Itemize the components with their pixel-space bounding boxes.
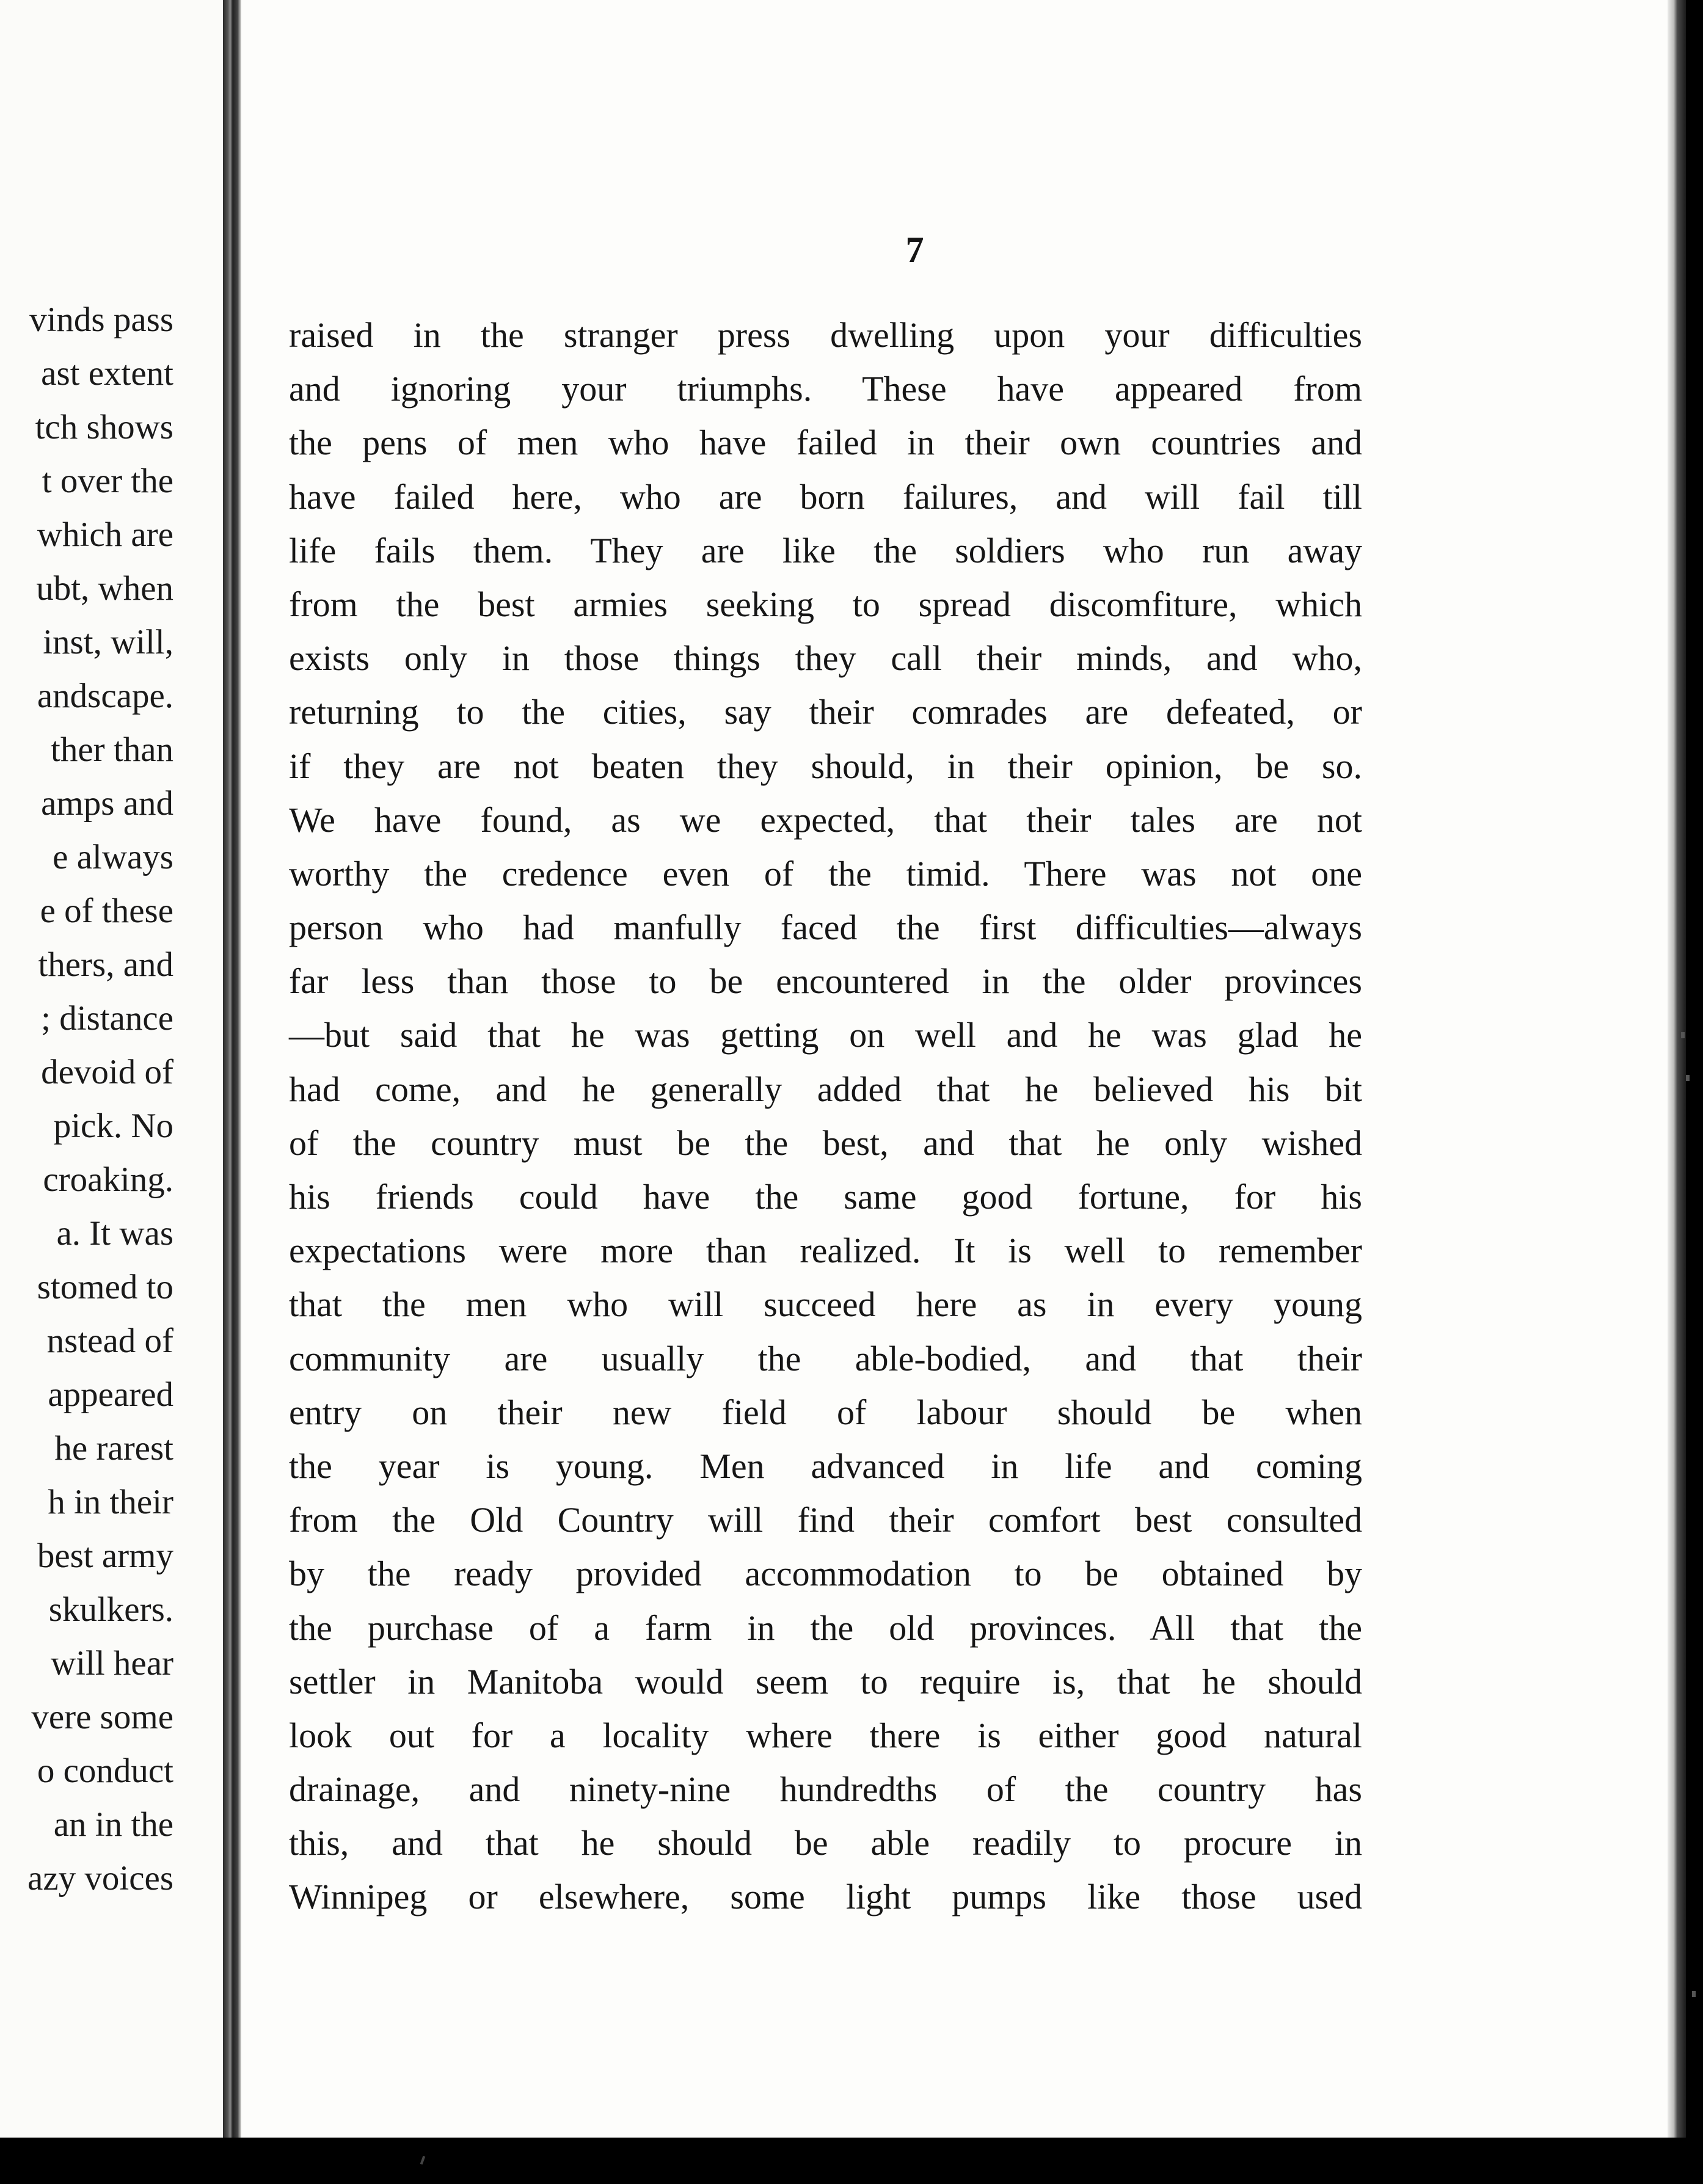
previous-page-line: andscape.	[37, 677, 173, 715]
text-line: if they are not beaten they should, in their opinion, be so.	[289, 746, 1362, 786]
previous-page-line: which are	[37, 515, 173, 554]
text-line: drainage, and ninety-nine hundredths of the country has	[289, 1769, 1362, 1810]
previous-page-line: he rarest	[54, 1429, 173, 1468]
text-line: person who had manfully faced the first difficulties—always	[289, 908, 1362, 948]
text-line: look out for a locality where there is either good natural	[289, 1715, 1362, 1755]
previous-page-line: ther than	[50, 730, 173, 769]
previous-page-line: amps and	[41, 784, 173, 823]
previous-page-line: t over the	[42, 462, 173, 500]
text-line: from the best armies seeking to spread discomfiture, which	[289, 584, 1362, 624]
text-line: far less than those to be encountered in the older provinces	[289, 961, 1362, 1002]
text-line: this, and that he should be able readily to procure in	[289, 1823, 1362, 1863]
text-line: the pens of men who have failed in their own countries and	[289, 423, 1362, 463]
text-line: the year is young. Men advanced in life and coming	[289, 1446, 1362, 1486]
previous-page-line: e of these	[40, 892, 173, 930]
previous-page-line: an in the	[53, 1805, 173, 1844]
previous-page-line: h in their	[48, 1483, 173, 1521]
text-line: settler in Manitoba would seem to require is, that he should	[289, 1661, 1362, 1702]
text-line: and ignoring your triumphs. These have appeared from	[289, 369, 1362, 409]
text-line: have failed here, who are born failures, and will fail till	[289, 476, 1362, 517]
scan-speck	[420, 2156, 426, 2165]
text-line: We have found, as we expected, that their tales are not	[289, 799, 1362, 840]
previous-page-line: skulkers.	[48, 1590, 173, 1629]
previous-page-line: ast extent	[41, 354, 173, 393]
previous-page-line: croaking.	[43, 1160, 173, 1199]
text-line: worthy the credence even of the timid. There was not one	[289, 853, 1362, 894]
text-line: of the country must be the best, and that he only wished	[289, 1123, 1362, 1163]
previous-page-line: tch shows	[35, 408, 173, 446]
previous-page-line: devoid of	[41, 1053, 173, 1091]
text-line: entry on their new field of labour should be when	[289, 1392, 1362, 1432]
text-line: —but said that he was getting on well and he was glad he	[289, 1015, 1362, 1055]
book-gutter	[223, 0, 241, 2138]
page-body-text	[289, 308, 1362, 1924]
previous-page-line: thers, and	[38, 945, 173, 984]
previous-page-line: vere some	[31, 1698, 173, 1736]
text-line: expectations were more than realized. It is well to remember	[289, 1231, 1362, 1271]
previous-page-fragment	[0, 0, 226, 2138]
text-line: exists only in those things they call their minds, and who,	[289, 638, 1362, 679]
previous-page-line: e always	[53, 838, 173, 876]
previous-page-line: ; distance	[41, 999, 173, 1038]
text-line: that the men who will succeed here as in every young	[289, 1284, 1362, 1325]
text-line: returning to the cities, say their comrades are defeated, or	[289, 692, 1362, 732]
previous-page-line: ubt, when	[36, 569, 173, 608]
previous-page-line: vinds pass	[29, 300, 173, 339]
scan-speck	[1681, 1032, 1685, 1038]
previous-page-line: inst, will,	[43, 623, 173, 661]
text-line: community are usually the able-bodied, and that their	[289, 1338, 1362, 1378]
previous-page-line: stomed to	[37, 1268, 173, 1306]
text-line: by the ready provided accommodation to be obtained by	[289, 1554, 1362, 1594]
previous-page-line: nstead of	[46, 1322, 173, 1360]
previous-page-line: pick. No	[53, 1107, 173, 1145]
previous-page-line: best army	[37, 1537, 173, 1575]
text-line: from the Old Country will find their comfort best consulted	[289, 1500, 1362, 1540]
text-line: Winnipeg or elsewhere, some light pumps like those used	[289, 1877, 1362, 1917]
previous-page-text	[27, 293, 173, 1906]
previous-page-line: azy voices	[27, 1859, 173, 1898]
scan-speck	[1692, 1991, 1696, 1997]
previous-page-line: a. It was	[56, 1214, 173, 1253]
previous-page-line: o conduct	[37, 1752, 173, 1790]
book-page	[241, 0, 1668, 2138]
previous-page-line: will hear	[50, 1644, 173, 1683]
text-line: raised in the stranger press dwelling upon your difficulties	[289, 315, 1362, 355]
page-number: 7	[905, 230, 924, 270]
previous-page-line: appeared	[48, 1375, 173, 1414]
page-edge	[1668, 0, 1686, 2138]
text-line: had come, and he generally added that he believed his bit	[289, 1069, 1362, 1109]
text-line: life fails them. They are like the soldiers who run away	[289, 530, 1362, 570]
scan-speck	[1686, 1075, 1690, 1081]
text-line: his friends could have the same good fortune, for his	[289, 1177, 1362, 1217]
text-line: the purchase of a farm in the old provinces. All that the	[289, 1607, 1362, 1648]
